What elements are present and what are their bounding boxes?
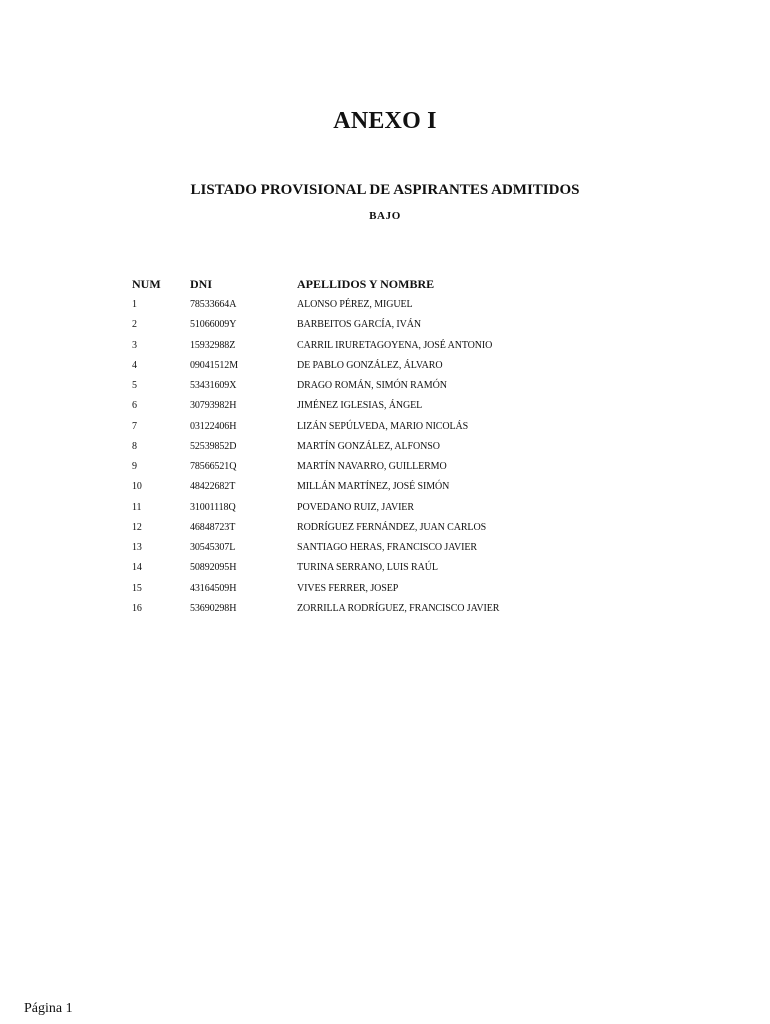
row-dni: 53431609X	[190, 380, 237, 391]
section-label: BAJO	[369, 210, 401, 222]
row-num: 11	[132, 501, 142, 513]
row-name: POVEDANO RUIZ, JAVIER	[297, 501, 414, 513]
row-dni: 46848723T	[190, 521, 236, 533]
row-name: DE PABLO GONZÁLEZ, ÁLVARO	[297, 359, 443, 371]
row-name: TURINA SERRANO, LUIS RAÚL	[297, 562, 438, 574]
row-num: 6	[132, 400, 137, 412]
row-name: MARTÍN NAVARRO, GUILLERMO	[297, 461, 447, 472]
header-name: APELLIDOS Y NOMBRE	[297, 277, 435, 291]
row-num: 1	[132, 299, 137, 310]
row-num: 15	[132, 582, 142, 594]
table-row	[0, 502, 770, 522]
table-row	[0, 340, 770, 360]
row-dni: 52539852D	[190, 440, 237, 452]
row-name: VIVES FERRER, JOSEP	[297, 582, 399, 594]
row-name: ZORRILLA RODRÍGUEZ, FRANCISCO JAVIER	[297, 602, 500, 614]
row-dni: 53690298H	[190, 602, 237, 614]
row-num: 13	[132, 542, 142, 553]
header-dni: DNI	[190, 277, 213, 291]
table-row	[0, 562, 770, 582]
row-num: 9	[132, 461, 137, 472]
row-dni: 43164509H	[190, 582, 237, 594]
table-row	[0, 603, 770, 623]
row-dni: 51066009Y	[190, 319, 237, 331]
row-name: BARBEITOS GARCÍA, IVÁN	[297, 319, 422, 331]
row-dni: 50892095H	[190, 562, 237, 574]
row-name: DRAGO ROMÁN, SIMÓN RAMÓN	[297, 380, 447, 391]
row-dni: 15932988Z	[190, 339, 236, 351]
row-dni: 30545307L	[190, 542, 236, 553]
row-name: MARTÍN GONZÁLEZ, ALFONSO	[297, 440, 440, 452]
table-row	[0, 481, 770, 501]
row-num: 3	[132, 339, 137, 351]
row-dni: 09041512M	[190, 359, 238, 371]
applicants-table	[0, 299, 770, 623]
table-header	[0, 277, 770, 293]
row-name: ALONSO PÉREZ, MIGUEL	[297, 299, 413, 310]
row-num: 8	[132, 440, 137, 452]
table-row	[0, 421, 770, 441]
table-row	[0, 461, 770, 481]
page-number: Página 1	[24, 1001, 73, 1016]
table-row	[0, 542, 770, 562]
row-dni: 03122406H	[190, 420, 237, 432]
table-row	[0, 400, 770, 420]
row-name: LIZÁN SEPÚLVEDA, MARIO NICOLÁS	[297, 420, 469, 432]
row-name: JIMÉNEZ IGLESIAS, ÁNGEL	[297, 400, 423, 412]
row-dni: 30793982H	[190, 400, 237, 412]
row-num: 14	[132, 562, 142, 574]
row-name: CARRIL IRURETAGOYENA, JOSÉ ANTONIO	[297, 339, 493, 351]
row-num: 2	[132, 319, 137, 331]
row-num: 5	[132, 380, 137, 391]
table-row	[0, 299, 770, 319]
row-name: MILLÁN MARTÍNEZ, JOSÉ SIMÓN	[297, 481, 450, 493]
row-dni: 48422682T	[190, 481, 236, 493]
row-num: 4	[132, 359, 137, 371]
row-name: RODRÍGUEZ FERNÁNDEZ, JUAN CARLOS	[297, 521, 487, 533]
row-dni: 31001118Q	[190, 501, 236, 513]
table-row	[0, 441, 770, 461]
row-num: 7	[132, 420, 137, 432]
table-row	[0, 319, 770, 339]
row-name: SANTIAGO HERAS, FRANCISCO JAVIER	[297, 542, 477, 553]
table-row	[0, 380, 770, 400]
row-num: 12	[132, 521, 142, 533]
table-row	[0, 360, 770, 380]
table-row	[0, 583, 770, 603]
document-title: ANEXO I	[333, 108, 437, 134]
row-num: 10	[132, 481, 142, 493]
row-dni: 78533664A	[190, 299, 237, 310]
row-num: 16	[132, 602, 142, 614]
table-row	[0, 522, 770, 542]
row-dni: 78566521Q	[190, 461, 237, 472]
header-num: NUM	[132, 277, 161, 291]
document-subtitle: LISTADO PROVISIONAL DE ASPIRANTES ADMITIDOS	[190, 182, 580, 198]
